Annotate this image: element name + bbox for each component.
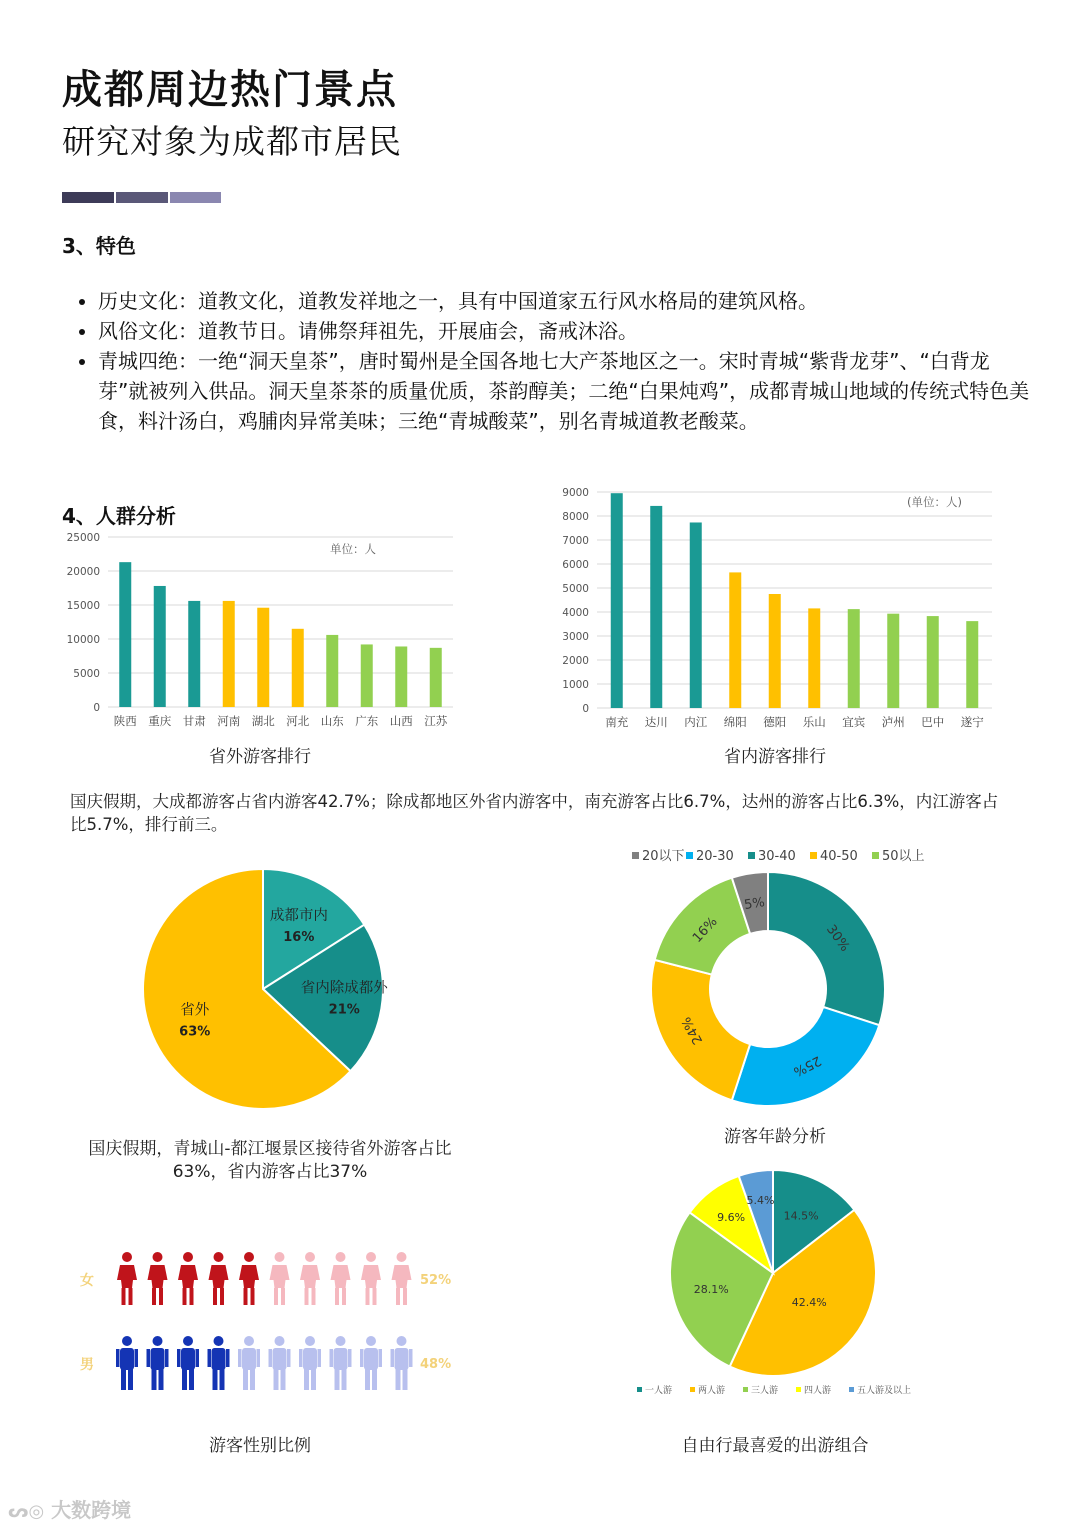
x-tick-label: 陕西 — [113, 714, 137, 728]
pictogram-gender — [70, 1240, 470, 1410]
male-person-icon — [360, 1336, 382, 1390]
legend-swatch — [796, 1387, 801, 1392]
legend-label: 50以上 — [882, 849, 925, 864]
section-heading-features: 3、特色 — [62, 234, 136, 258]
row-value: 48% — [420, 1357, 452, 1372]
slice-value: 63% — [179, 1024, 211, 1040]
x-tick-label: 南充 — [605, 715, 629, 729]
feature-item: • 风俗文化：道教节日。请佛祭拜祖先，开展庙会，斋戒沐浴。 — [98, 316, 1038, 346]
slice-value: 16% — [689, 914, 721, 946]
feature-list — [70, 286, 1038, 436]
y-tick-label: 15000 — [66, 600, 100, 612]
caption-out-province: 省外游客排行 — [209, 747, 311, 767]
bar — [611, 493, 623, 708]
x-tick-label: 甘肃 — [182, 714, 206, 728]
pie-slice — [768, 872, 885, 1025]
female-person-icon — [178, 1252, 198, 1305]
x-tick-label: 河南 — [217, 714, 241, 728]
y-tick-label: 10000 — [66, 634, 100, 646]
x-tick-label: 德阳 — [763, 715, 787, 729]
x-tick-label: 内江 — [684, 715, 708, 729]
unit-note: (单位：人) — [907, 495, 962, 509]
x-tick-label: 湖北 — [251, 714, 275, 728]
accent-bar-2 — [116, 192, 168, 203]
y-tick-label: 3000 — [562, 631, 589, 643]
legend-label: 一人游 — [645, 1386, 673, 1396]
legend-label: 三人游 — [751, 1386, 779, 1396]
slice-value: 9.6% — [717, 1210, 746, 1224]
feature-item: • 历史文化：道教文化，道教发祥地之一，具有中国道家五行风水格局的建筑风格。 — [98, 286, 1038, 316]
slice-label: 成都市内 — [269, 907, 328, 924]
y-tick-label: 5000 — [73, 668, 100, 680]
y-tick-label: 0 — [582, 703, 589, 715]
y-tick-label: 2000 — [562, 655, 589, 667]
row-label: 女 — [80, 1273, 94, 1289]
male-person-icon — [391, 1336, 413, 1390]
y-tick-label: 8000 — [562, 511, 589, 523]
y-tick-label: 9000 — [562, 487, 589, 499]
female-person-icon — [361, 1252, 381, 1305]
row-label: 男 — [80, 1357, 94, 1373]
legend-label: 30-40 — [758, 849, 796, 864]
bar — [808, 608, 820, 708]
pie-slice — [732, 1007, 879, 1106]
male-person-icon — [299, 1336, 321, 1390]
accent-bar-1 — [62, 192, 114, 203]
legend-swatch — [872, 852, 879, 859]
legend-swatch — [632, 852, 639, 859]
slice-label: 省内除成都外 — [300, 980, 388, 997]
male-person-icon — [116, 1336, 138, 1390]
female-person-icon — [392, 1252, 412, 1305]
male-person-icon — [147, 1336, 169, 1390]
caption-gender: 游客性别比例 — [209, 1436, 311, 1456]
x-tick-label: 重庆 — [148, 714, 172, 728]
x-tick-label: 宜宾 — [842, 715, 866, 729]
legend-label: 20以下 — [642, 849, 685, 864]
male-person-icon — [330, 1336, 352, 1390]
bar — [887, 614, 899, 708]
female-person-icon — [300, 1252, 320, 1305]
legend-label: 四人游 — [804, 1386, 832, 1396]
female-person-icon — [148, 1252, 168, 1305]
bar — [292, 629, 304, 707]
pie-chart-origin — [130, 858, 400, 1118]
bar — [769, 594, 781, 708]
bar — [395, 646, 407, 707]
bar — [650, 506, 662, 708]
female-person-icon — [239, 1252, 259, 1305]
legend-swatch — [637, 1387, 642, 1392]
bar — [119, 562, 131, 707]
legend-swatch — [743, 1387, 748, 1392]
x-tick-label: 乐山 — [802, 715, 826, 729]
legend-swatch — [810, 852, 817, 859]
y-tick-label: 5000 — [562, 583, 589, 595]
slice-value: 30% — [823, 922, 853, 955]
page-subtitle: 研究对象为成都市居民 — [62, 122, 402, 161]
x-tick-label: 广东 — [355, 714, 379, 728]
legend-label: 两人游 — [698, 1386, 726, 1396]
slice-label: 省外 — [180, 1002, 210, 1019]
legend-label: 五人游及以上 — [857, 1386, 912, 1396]
unit-note: 单位：人 — [330, 542, 376, 556]
male-person-icon — [238, 1336, 260, 1390]
legend-swatch — [849, 1387, 854, 1392]
bar — [326, 635, 338, 707]
slice-value: 42.4% — [791, 1295, 827, 1309]
bar — [729, 572, 741, 708]
y-tick-label: 7000 — [562, 535, 589, 547]
y-tick-label: 25000 — [66, 532, 100, 544]
accent-bar-3 — [170, 192, 221, 203]
x-tick-label: 河北 — [286, 714, 310, 728]
page-title: 成都周边热门景点 — [62, 67, 398, 113]
legend-label: 20-30 — [696, 849, 734, 864]
slice-value: 5.4% — [746, 1193, 775, 1207]
female-person-icon — [331, 1252, 351, 1305]
female-person-icon — [270, 1252, 290, 1305]
caption-combo: 自由行最喜爱的出游组合 — [681, 1436, 869, 1456]
watermark-logo — [8, 1494, 131, 1523]
section-heading-crowd: 4、人群分析 — [62, 504, 176, 528]
row-value: 52% — [420, 1273, 452, 1288]
slice-value: 21% — [328, 1002, 360, 1018]
watermark-text: 大数跨境 — [51, 1498, 132, 1522]
legend-swatch — [686, 852, 693, 859]
slice-value: 28.1% — [693, 1283, 729, 1297]
x-tick-label: 山西 — [389, 714, 413, 728]
bar — [966, 621, 978, 708]
bar — [188, 601, 200, 707]
caption-in-province: 省内游客排行 — [724, 747, 826, 767]
y-tick-label: 1000 — [562, 679, 589, 691]
logo-icon: ᔕ◎ — [8, 1501, 45, 1522]
bar — [361, 644, 373, 707]
x-tick-label: 绵阳 — [723, 715, 747, 729]
bar — [154, 586, 166, 707]
x-tick-label: 泸州 — [881, 715, 905, 729]
bar-chart-out-province — [60, 525, 470, 740]
slice-value: 14.5% — [783, 1209, 819, 1223]
slice-value: 25% — [790, 1052, 824, 1079]
legend-swatch — [690, 1387, 695, 1392]
donut-chart-age — [620, 842, 925, 1114]
qingcheng-paragraph: 国庆假期，青城山-都江堰景区接待省外游客占比63%，省内游客占比37% — [88, 1139, 452, 1182]
x-tick-label: 巴中 — [921, 715, 945, 729]
bar — [430, 648, 442, 707]
female-person-icon — [209, 1252, 229, 1305]
x-tick-label: 江苏 — [424, 714, 448, 728]
male-person-icon — [177, 1336, 199, 1390]
y-tick-label: 0 — [93, 702, 100, 714]
slice-value: 24% — [679, 1014, 707, 1047]
female-person-icon — [117, 1252, 137, 1305]
x-tick-label: 达川 — [644, 715, 668, 729]
slice-value: 5% — [743, 895, 766, 914]
x-tick-label: 山东 — [320, 714, 344, 728]
bar-chart-in-province — [555, 482, 1000, 737]
feature-item: • 青城四绝：一绝“洞天皇茶”，唐时蜀州是全国各地七大产茶地区之一。宋时青城“紫背龙芽”、“白背龙芽”就被列入供品。洞天皇茶茶的质量优质，茶韵醇美；二绝“白果炖鸡”，成都青城山地域的传统式特色美食，料汁汤白，鸡脯肉异常美味；三绝“青城酸菜”，别名青城道教老酸菜。 — [98, 346, 1038, 436]
bar — [690, 522, 702, 708]
y-tick-label: 4000 — [562, 607, 589, 619]
caption-age: 游客年龄分析 — [724, 1127, 826, 1147]
bar — [257, 608, 269, 707]
pie-chart-combo — [625, 1165, 925, 1405]
y-tick-label: 6000 — [562, 559, 589, 571]
bar — [927, 616, 939, 708]
legend-label: 40-50 — [820, 849, 858, 864]
bar — [848, 609, 860, 708]
bar — [223, 601, 235, 707]
legend-swatch — [748, 852, 755, 859]
male-person-icon — [208, 1336, 230, 1390]
male-person-icon — [269, 1336, 291, 1390]
slice-value: 16% — [283, 929, 315, 945]
x-tick-label: 遂宁 — [960, 715, 984, 729]
national-day-paragraph: 国庆假期，大成都游客占省内游客42.7%；除成都地区外省内游客中，南充游客占比6.7%，达州的游客占比6.3%，内江游客占比5.7%，排行前三。 — [70, 792, 999, 834]
y-tick-label: 20000 — [66, 566, 100, 578]
